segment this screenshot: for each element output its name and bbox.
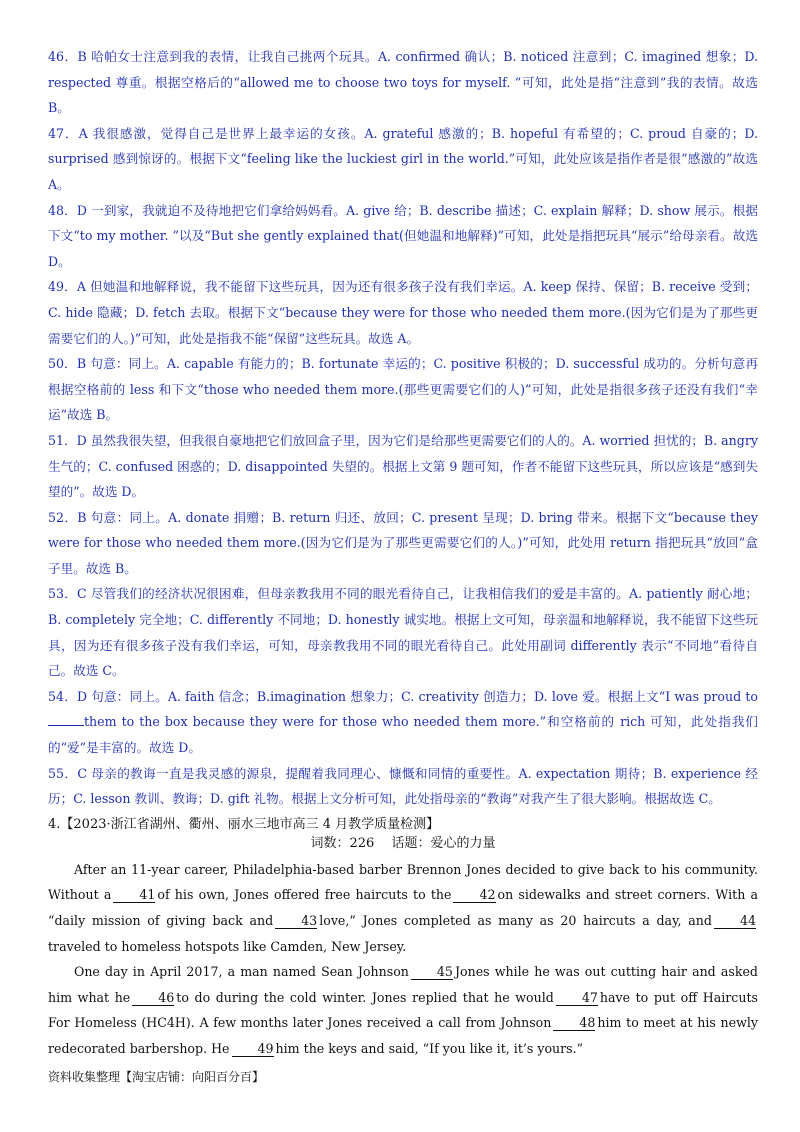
explanation-text: 47．A 我很感激，觉得自己是世界上最幸运的女孩。A. grateful 感激的；B. hopeful 有希望的；C. proud 自豪的；D. surprised 感到惊讶的。根据下文“feeling like the luckiest girl in the world.”可知，此处应该是指作者是很“感激的”故选 A。 <box>48 125 758 192</box>
explanation-text: 51．D 虽然我很失望，但我很自豪地把它们放回盒子里，因为它们是给那些更需要它们的人的。A. worried 担忧的；B. angry 生气的；C. confused 困惑的；D. disappointed 失望的。根据上文第 9 题可知，作者不能留下这些玩具，所以应该是“感到失望的”。故选 D。 <box>48 432 758 500</box>
cloze-blank[interactable]: 46 <box>132 990 174 1006</box>
explanation-text: 48．D 一到家，我就迫不及待地把它们拿给妈妈看。A. give 给；B. describe 描述；C. explain 解释；D. show 展示。根据下文“to my mother. ”以及“But she gently explained that(但她温和地解释)”可知，此处是指把玩具“展示”给母亲看。故选 D。 <box>48 202 758 269</box>
explanation-item <box>48 581 758 683</box>
cloze-blank[interactable]: 47 <box>556 990 598 1006</box>
explanation-text: them to the box because they were for those who needed them more.”和空格前的 rich 可知，此处指我们的“爱”是丰富的。故选 D。 <box>48 714 758 756</box>
passage-paragraph <box>48 857 758 959</box>
passage-text: One day in April 2017, a man named Sean Johnson <box>74 964 409 980</box>
explanation-item <box>48 121 758 198</box>
explanation-text: 49．A 但她温和地解释说，我不能留下这些玩具，因为还有很多孩子没有我们幸运。A. keep 保持、保留；B. receive 受到；C. hide 隐藏；D. fetch 去取。根据下文“because they were for those who needed them more.(因为它们是为了那些更需要它们的人。)”可知，此处是指我不能“保留”这些玩具。故选 A。 <box>48 279 758 346</box>
explanation-item <box>48 428 758 505</box>
explanation-item <box>48 44 758 121</box>
cloze-passage <box>48 857 758 1062</box>
cloze-blank[interactable]: 41 <box>113 887 155 903</box>
answer-explanations <box>48 44 758 812</box>
cloze-blank[interactable]: 49 <box>232 1041 274 1057</box>
passage-text: of his own, Jones offered free haircuts to the <box>157 887 452 903</box>
explanation-text: 53．C 尽管我们的经济状况很困难，但母亲教我用不同的眼光看待自己，让我相信我们的爱是丰富的。A. patiently 耐心地；B. completely 完全地；C. differently 不同地；D. honestly 诚实地。根据上文可知，母亲温和地解释说，我不能留下这些玩具，因为还有很多孩子没有我们幸运，可知，母亲教我用不同的眼光看待自己。此处用副词 differently 表示“不同地”看待自己。故选 C。 <box>48 586 758 679</box>
word-count-topic: 词数：226 话题：爱心的力量 <box>310 835 496 851</box>
explanation-item <box>48 505 758 582</box>
explanation-item <box>48 198 758 275</box>
explanation-item <box>48 351 758 428</box>
explanation-item <box>48 274 758 351</box>
footer-source: 资料收集整理【淘宝店铺：向阳百分百】 <box>48 1070 265 1084</box>
explanation-text: 52．B 句意：同上。A. donate 捐赠；B. return 归还、放回；C. present 呈现；D. bring 带来。根据下文“because they were for those who needed them more.(因为它们是为了那些更需要它们的人。)”可知，此处用 return 指把玩具“放回”盒子里。故选 B。 <box>48 509 758 576</box>
passage-text: After an 11-year career, Philadelphia-based barber Brennon Jones decided to give back to his community. Without a <box>48 861 758 903</box>
cloze-blank[interactable]: 48 <box>553 1015 595 1031</box>
explanation-text: 50．B 句意：同上。A. capable 有能力的；B. fortunate 幸运的；C. positive 积极的；D. successful 成功的。分析句意再根据空格前的 less 和下文“those who needed them more.(那些更需要它们的人)”可知，此处是指很多孩子还没有我们“幸运”故选 B。 <box>48 356 758 423</box>
explanation-text: 55．C 母亲的教诲一直是我灵感的源泉，提醒着我同理心、慷慨和同情的重要性。A. expectation 期待；B. experience 经历；C. lesson 教训、教诲；D. gift 礼物。根据上文分析可知，此处指母亲的“教诲”对我产生了很大影响。根据故选 C。 <box>48 765 758 807</box>
passage-text: to do during the cold winter. Jones replied that he would <box>176 989 554 1005</box>
passage-text: him to meet at his newly redecorated barbershop. He <box>48 1015 758 1056</box>
passage-text: have to put off Haircuts For Homeless (HC4H). A few months later Jones received a call from Johnson <box>48 989 758 1031</box>
passage-text: love,” Jones completed as many as 20 haircuts a day, and <box>319 913 712 928</box>
cloze-blank[interactable]: 44 <box>714 913 756 929</box>
cloze-blank[interactable]: 42 <box>453 887 495 903</box>
passage-text: Jones while he was out cutting hair and asked him what he <box>48 964 758 1005</box>
explanation-item <box>48 761 758 812</box>
explanation-item <box>48 684 758 761</box>
explanation-text: 46．B 哈帕女士注意到我的表情，让我自己挑两个玩具。A. confirmed 确认；B. noticed 注意到；C. imagined 想象；D. respected 尊重。根据空格后的“allowed me to choose two toys for myself. ”可知，此处是指“注意到”我的表情。故选 B。 <box>48 49 758 116</box>
cloze-blank[interactable]: 45 <box>411 964 453 980</box>
blank-line <box>48 711 84 726</box>
passage-paragraph <box>48 959 758 1061</box>
cloze-blank[interactable]: 43 <box>275 913 317 929</box>
passage-text: traveled to homeless hotspots like Camden, New Jersey. <box>48 938 407 954</box>
passage-text: him the keys and said, “If you like it, it’s yours.” <box>275 1040 584 1056</box>
section-heading: 4.【2023·浙江省湖州、衢州、丽水三地市高三 4 月教学质量检测】 <box>48 816 440 832</box>
passage-text: on sidewalks and street corners. With a “daily mission of giving back and <box>48 887 758 928</box>
document-page <box>48 44 758 1062</box>
explanation-text: 54．D 句意：同上。A. faith 信念；B.imagination 想象力；C. creativity 创造力；D. love 爱。根据上文“I was proud to <box>48 688 758 704</box>
